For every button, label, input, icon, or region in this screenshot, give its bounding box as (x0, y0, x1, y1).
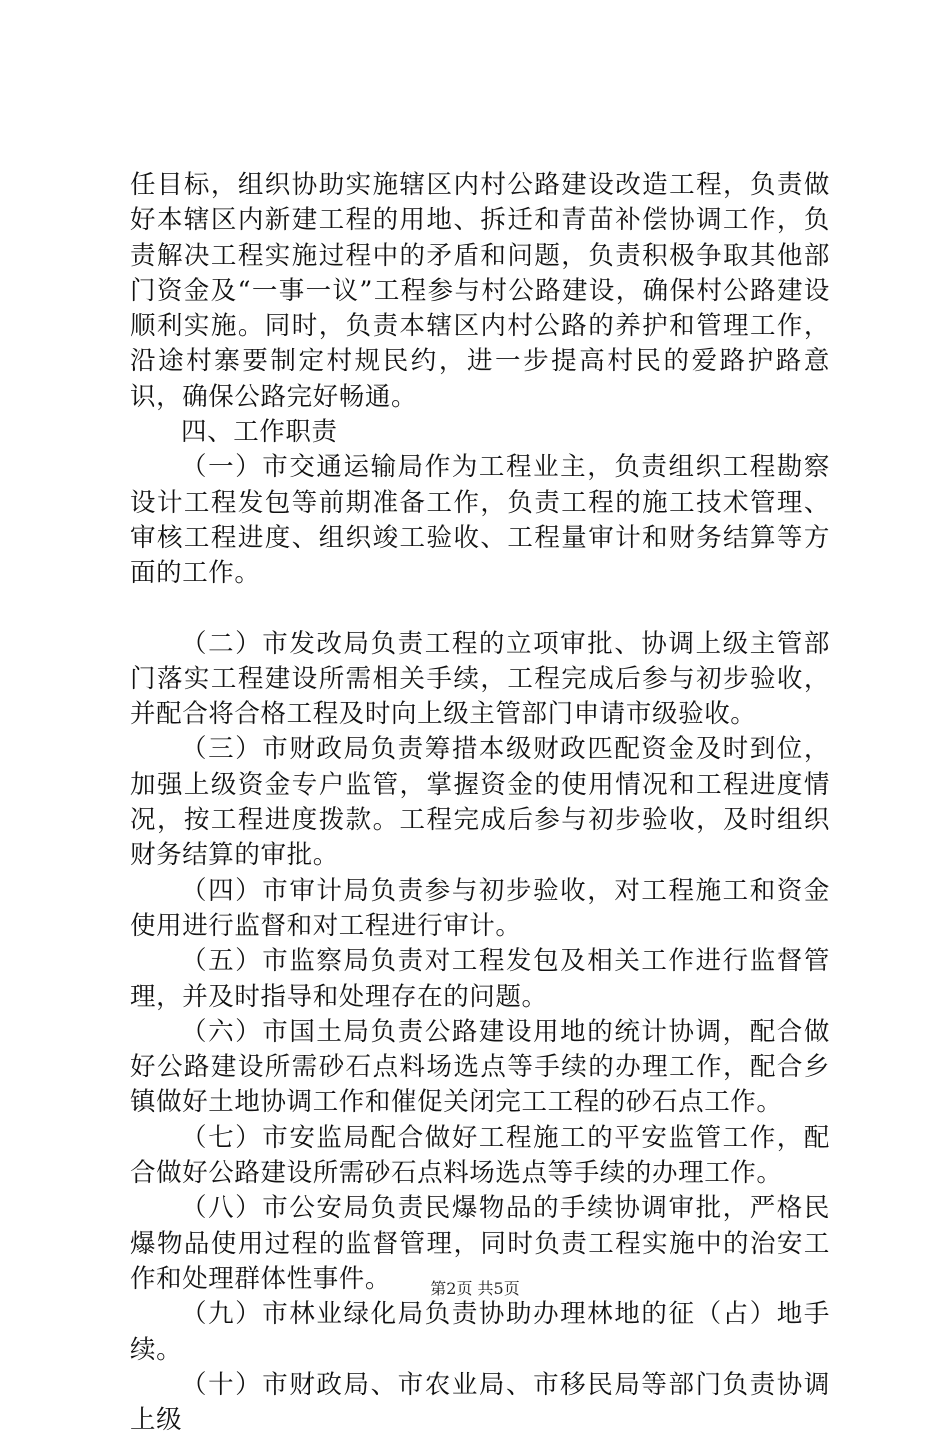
page-number-footer: 第2页 共5页 (430, 1279, 520, 1298)
paragraph-duty-4-audit-bureau: （四）市审计局负责参与初步验收，对工程施工和资金使用进行监督和对工程进行审计。 (130, 875, 830, 941)
paragraph-duty-7-safety-bureau: （七）市安监局配合做好工程施工的平安监管工作，配合做好公路建设所需砂石点料场选点等手续的办理工作。 (130, 1122, 830, 1189)
document-body (130, 168, 830, 1438)
paragraph-responsibility-continuation: 任目标，组织协助实施辖区内村公路建设改造工程，负责做好本辖区内新建工程的用地、拆迁和青苗补偿协调工作，负责解决工程实施过程中的矛盾和问题，负责积极争取其他部门资金及“一事一议”工程参与村公路建设，确保村公路建设顺利实施。同时，负责本辖区内村公路的养护和管理工作，沿途村寨要制定村规民约，进一步提高村民的爱路护路意识，确保公路完好畅通。 (130, 170, 830, 412)
paragraph-duty-2-development-reform: （二）市发改局负责工程的立项审批、协调上级主管部门落实工程建设所需相关手续，工程完成后参与初步验收，并配合将合格工程及时向上级主管部门申请市级验收。 (130, 628, 830, 730)
paragraph-duty-8-public-security: （八）市公安局负责民爆物品的手续协调审批，严格民爆物品使用过程的监督管理，同时负责工程实施中的治安工作和处理群体性事件。 (130, 1193, 830, 1294)
paragraph-duty-6-land-bureau: （六）市国土局负责公路建设用地的统计协调，配合做好公路建设所需砂石点料场选点等手续的办理工作，配合乡镇做好土地协调工作和催促关闭完工工程的砂石点工作。 (130, 1016, 830, 1118)
paragraph-duty-9-forestry-bureau: （九）市林业绿化局负责协助办理林地的征（占）地手续。 (130, 1299, 830, 1365)
paragraph-duty-5-supervision-bureau: （五）市监察局负责对工程发包及相关工作进行监督管理，并及时指导和处理存在的问题。 (130, 946, 830, 1012)
paragraph-duty-10-multiple-departments: （十）市财政局、市农业局、市移民局等部门负责协调上级 (130, 1369, 830, 1436)
paragraph-duty-3-finance-bureau: （三）市财政局负责筹措本级财政匹配资金及时到位，加强上级资金专户监管，掌握资金的使用情况和工程进度情况，按工程进度拨款。工程完成后参与初步验收，及时组织财务结算的审批。 (130, 734, 830, 871)
paragraph-duty-1-transport-bureau: （一）市交通运输局作为工程业主，负责组织工程勘察设计工程发包等前期准备工作，负责工程的施工技术管理、审核工程进度、组织竣工验收、工程量审计和财务结算等方面的工作。 (130, 452, 830, 589)
section-heading-work-duties: 四、工作职责 (181, 417, 338, 448)
